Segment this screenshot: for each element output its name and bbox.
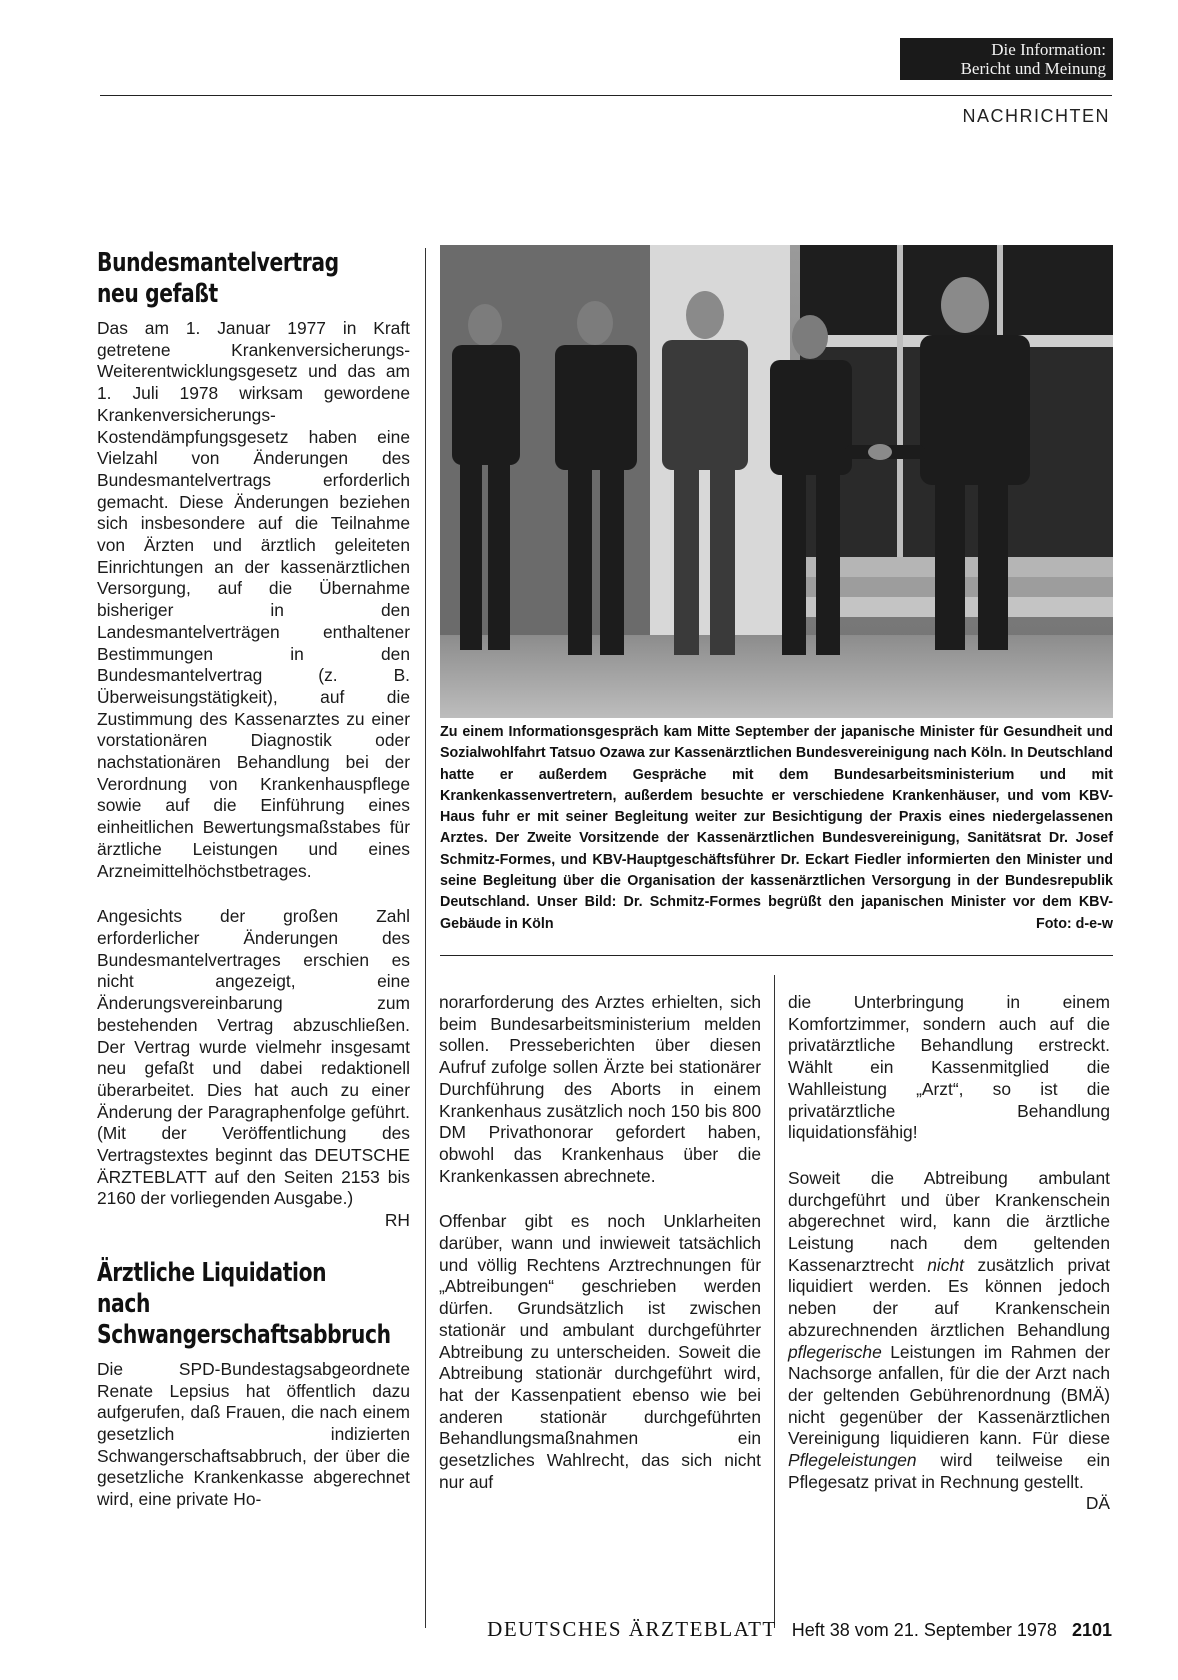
- text-segment: zusätzlich privat liquidiert werden. Es können jedoch neben der auf Krankenschein abzurechnenden ärztlichen Behandlung: [788, 1254, 1110, 1340]
- column-middle: [439, 992, 761, 1493]
- emphasis-pflegerische: pflegerische: [788, 1341, 882, 1362]
- article2-headline: [97, 1258, 417, 1351]
- article2-headline-line-1: Ärztliche Liquidation: [97, 1257, 327, 1288]
- column-rule-right: [774, 975, 775, 1628]
- article2-column-3-paragraph-1: die Unterbringung in einem Komfortzimmer, sondern auch auf die privatärztliche Behandlung erstreckt. Wählt ein Kassenmitglied die Wahlleistung „Arzt“, so ist die privatärztliche Behandlung liquidationsfähig!: [788, 992, 1110, 1143]
- article1-paragraph-1: Das am 1. Januar 1977 in Kraft getretene Krankenversicherungs-Weiterentwicklungsgesetz und das am 1. Juli 1978 wirksam gewordene Krankenversicherungs-Kostendämpfungsgesetz haben eine Vielzahl von Änderungen des Bundesmantelvertrags erforderlich gemacht. Diese Änderungen beziehen sich insbesondere auf die Teilnahme von Ärzten und ärztlich geleiteten Einrichtungen an der kassenärztlichen Versorgung, auf die Übernahme bisheriger in den Landesmantelverträgen enthaltener Bestimmungen in den Bundesmantelvertrag (z. B. Überweisungstätigkeit), auf die Zustimmung des Kassenarztes zu einer vorstationären Diagnostik oder nachstationären Behandlung bei der Verordnung von Krankenhauspflege sowie auf die Einführung eines einheitlichen Bewertungsmaßstabes für ärztliche Leistungen und eines Arzneimittelhöchstbetrages.: [97, 318, 410, 881]
- text-segment: wird teilweise ein Pflegesatz privat in Rechnung gestellt.: [788, 1450, 1110, 1492]
- caption-rule: [440, 955, 1113, 956]
- article1-headline-line-1: Bundesmantelvertrag: [97, 248, 339, 278]
- article2-column-1-text: Die SPD-Bundestagsabgeordnete Renate Lepsius hat öffentlich dazu aufgerufen, daß Frauen, die nach einem gesetzlich indizierten Schwangerschaftsabbruch, der über die gesetzliche Krankenkasse abgerechnet wird, eine private Ho-: [97, 1358, 410, 1510]
- article1-signature: RH: [384, 1210, 410, 1231]
- article1-paragraph-2: [97, 906, 410, 1232]
- text-segment: Soweit die Abtreibung ambulant durchgeführt und über Krankenschein abgerechnet wird, kann die ärztliche Leistung nach dem geltenden Kassenarztrecht: [788, 1167, 1110, 1275]
- article1-headline-line-2: neu gefaßt: [97, 279, 218, 309]
- press-photo: [440, 245, 1113, 718]
- article2-column-2-paragraph-2: Offenbar gibt es noch Unklarheiten darüber, wann und inwieweit tatsächlich und völlig Rechtens Arztrechnungen für „Abtreibungen“ geschrieben werden dürfen. Grundsätzlich ist zwischen stationär und ambulant durchgeführter Abtreibung zu unterscheiden. Soweit die Abtreibung stationär durchgeführt wird, hat der Kassenpatient ebenso wie bei anderen stationär durchgeführten Behandlungsmaßnahmen ein gesetzliches Wahlrecht, das sich nicht nur auf: [439, 1211, 761, 1492]
- badge-line-2: Bericht und Meinung: [960, 59, 1106, 78]
- section-badge: [900, 38, 1113, 80]
- section-label: NACHRICHTEN: [962, 106, 1110, 126]
- article2-column-3-paragraph-2: [788, 1168, 1110, 1515]
- article2-signature: DÄ: [1085, 1493, 1110, 1514]
- footer-issue: Heft 38 vom 21. September 1978: [791, 1620, 1057, 1640]
- emphasis-pflegeleistungen: Pflegeleistungen: [788, 1450, 917, 1471]
- text-segment: Leistungen im Rahmen der Nachsorge anfallen, für die der Arzt nach der geltenden Gebührenordnung (BMÄ) nicht gegenüber der Kassenärztlichen Vereinigung liquidieren kann. Für diese: [788, 1341, 1110, 1449]
- page-footer: [100, 1617, 1112, 1642]
- column-left: [97, 248, 410, 1511]
- footer-journal: DEUTSCHES ÄRZTEBLATT: [487, 1617, 777, 1641]
- footer-page-number: 2101: [1071, 1620, 1112, 1640]
- article2-column-2-paragraph-1: norarforderung des Arztes erhielten, sich beim Bundesarbeitsministerium melden sollen. Presseberichten über diesen Aufruf zufolge sollen Ärzte bei stationärer Durchführung des Aborts in einem Krankenhaus zusätzlich noch 150 bis 800 DM Privathonorar gefordert haben, obwohl das Krankenhaus über die Krankenkassen abrechnete.: [439, 992, 761, 1186]
- photo-caption-text: Zu einem Informationsgespräch kam Mitte September der japanische Minister für Gesundheit und Sozialwohlfahrt Tatsuo Ozawa zur Kassenärztlichen Bundesvereinigung nach Köln. In Deutschland hatte er außerdem Gespräche mit dem Bundesarbeitsministerium und mit Krankenkassenvertretern, außerdem besuchte er verschiedene Krankenhäuser, und vom KBV-Haus fuhr er mit seiner Begleitung weiter zur Besichtigung der Praxis eines niedergelassenen Arztes. Der Zweite Vorsitzende der Kassenärztlichen Bundesvereinigung, Sanitätsrat Dr. Josef Schmitz-Formes, und KBV-Hauptgeschäftsführer Dr. Eckart Fiedler informierten den Minister und seine Begleitung über die Organisation der kassenärztlichen Versorgung in der Bundesrepublik Deutschland. Unser Bild: Dr. Schmitz-Formes begrüßt den japanischen Minister vor dem KBV-Gebäude in Köln: [440, 724, 1113, 932]
- article1-headline: [97, 248, 417, 310]
- photo-credit: Foto: d-e-w: [1035, 915, 1113, 932]
- column-right: [788, 992, 1110, 1515]
- badge-line-1: Die Information:: [991, 40, 1106, 59]
- press-photo-image: [440, 245, 1113, 718]
- column-rule-left: [425, 248, 426, 1628]
- emphasis-nicht: nicht: [927, 1254, 964, 1275]
- article2-headline-line-3: Schwangerschaftsabbruch: [97, 1319, 391, 1350]
- article1-paragraph-2-text: Angesichts der großen Zahl erforderlicher Änderungen des Bundesmantelvertrages erschien es nicht angezeigt, eine Änderungsvereinbarung zum bestehenden Vertrag abzuschließen. Der Vertrag wurde vielmehr insgesamt neu gefaßt und dabei redaktionell überarbeitet. Dies hat auch zu einer Änderung der Paragraphenfolge geführt. (Mit der Veröffentlichung des Vertragstextes beginnt das DEUTSCHE ÄRZTEBLATT auf den Seiten 2153 bis 2160 der vorliegenden Ausgabe.): [97, 906, 410, 1209]
- photo-caption: [440, 722, 1113, 935]
- article2-headline-line-2: nach: [97, 1288, 151, 1319]
- header-rule: [100, 95, 1112, 96]
